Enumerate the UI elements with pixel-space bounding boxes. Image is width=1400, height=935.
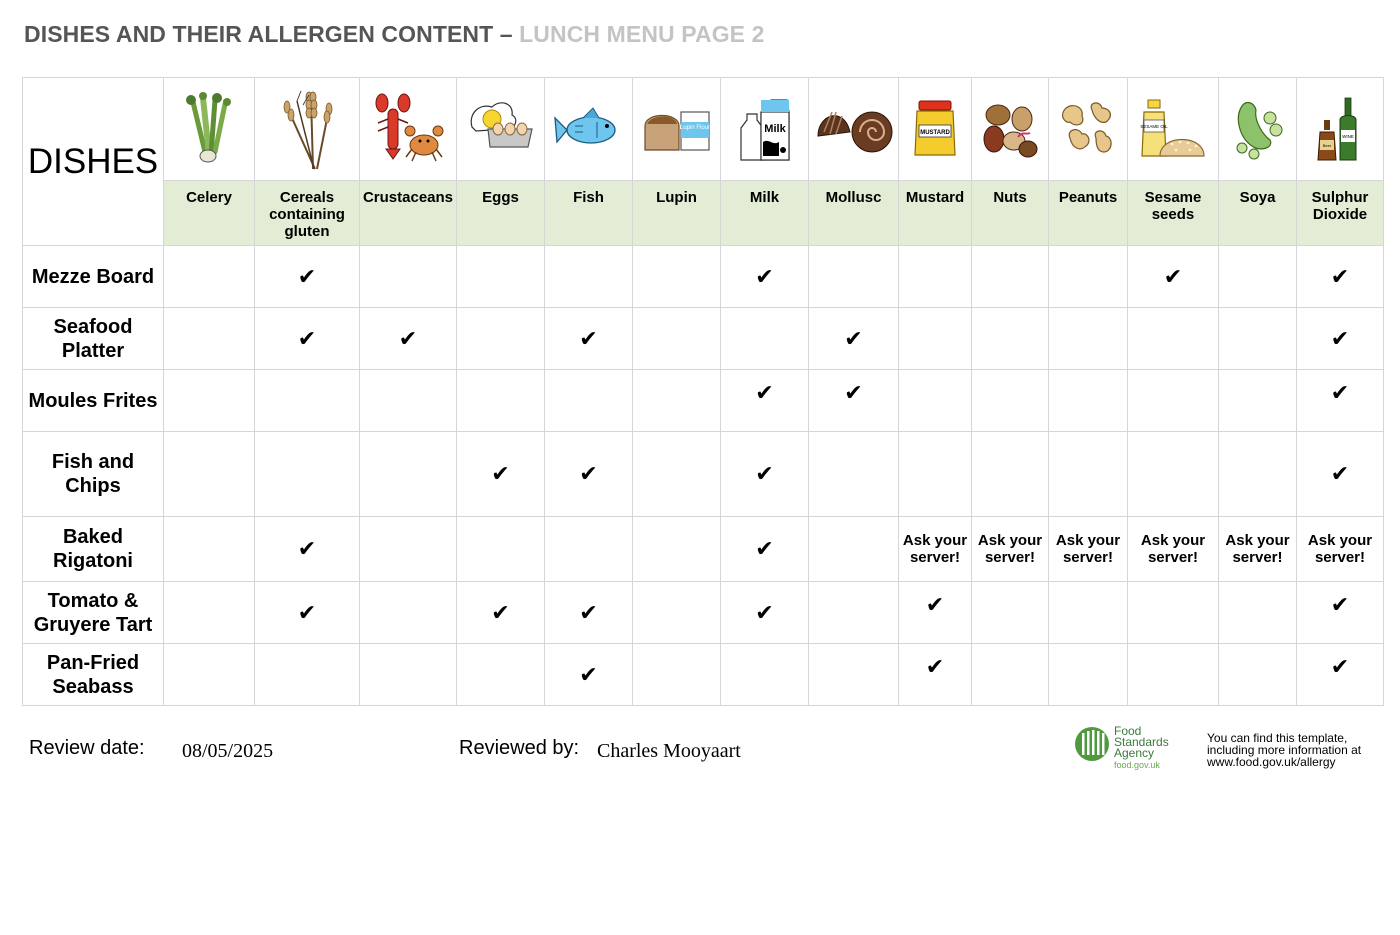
allergen-check-milk: ✔	[721, 517, 809, 582]
allergen-check-milk: ✔	[721, 582, 809, 644]
allergen-name-row	[23, 181, 1384, 246]
allergen-cell-peanuts	[1049, 432, 1128, 517]
allergen-cell-lupin	[633, 517, 721, 582]
allergen-cell-soya	[1219, 246, 1297, 308]
allergen-check-eggs: ✔	[457, 432, 545, 517]
allergen-cell-eggs	[457, 308, 545, 370]
table-row	[23, 582, 1384, 644]
allergen-name-eggs: Eggs	[457, 181, 545, 246]
allergen-check-sesame: ✔	[1128, 246, 1219, 308]
allergen-cell-soya	[1219, 370, 1297, 432]
allergen-cell-mustard	[899, 432, 972, 517]
allergen-name-mustard: Mustard	[899, 181, 972, 246]
nuts-icon	[972, 78, 1049, 181]
ask-server-note-soya: Ask your server!	[1219, 517, 1297, 582]
milk-icon	[721, 78, 809, 181]
allergen-cell-nuts	[972, 370, 1049, 432]
fsa-name-line2: Standards	[1114, 735, 1169, 749]
lupin-box-label: Lupin Flour	[679, 125, 710, 131]
reviewed-by-label: Reviewed by:	[459, 737, 580, 759]
sesame-icon	[1128, 78, 1219, 181]
table-row	[23, 432, 1384, 517]
allergen-cell-fish	[545, 246, 633, 308]
ask-server-note-nuts: Ask your server!	[972, 517, 1049, 582]
allergen-cell-nuts	[972, 432, 1049, 517]
allergen-cell-sesame	[1128, 432, 1219, 517]
allergen-name-milk: Milk	[721, 181, 809, 246]
allergen-name-lupin: Lupin	[633, 181, 721, 246]
dish-name: Fish and Chips	[23, 432, 164, 517]
allergen-cell-celery	[164, 308, 255, 370]
ask-server-note-sulphur-dioxide: Ask your server!	[1297, 517, 1384, 582]
allergen-check-sulphur-dioxide: ✔	[1297, 582, 1384, 644]
allergen-cell-mollusc	[809, 246, 899, 308]
celery-icon	[164, 78, 255, 181]
allergen-check-cereals: ✔	[255, 517, 360, 582]
mustard-icon	[899, 78, 972, 181]
allergen-name-fish: Fish	[545, 181, 633, 246]
allergen-cell-nuts	[972, 308, 1049, 370]
lupin-icon	[633, 78, 721, 181]
sulphur-dioxide-icon	[1297, 78, 1384, 181]
allergen-cell-cereals	[255, 370, 360, 432]
mollusc-icon	[809, 78, 899, 181]
allergen-check-crustaceans: ✔	[360, 308, 457, 370]
allergen-check-sulphur-dioxide: ✔	[1297, 432, 1384, 517]
allergen-check-sulphur-dioxide: ✔	[1297, 246, 1384, 308]
allergen-cell-celery	[164, 432, 255, 517]
allergen-name-crustaceans: Crustaceans	[360, 181, 457, 246]
dish-name: Seafood Platter	[23, 308, 164, 370]
allergen-name-cereals: Cereals containing gluten	[255, 181, 360, 246]
allergen-check-fish: ✔	[545, 582, 633, 644]
allergen-cell-sesame	[1128, 370, 1219, 432]
ask-server-note-sesame: Ask your server!	[1128, 517, 1219, 582]
allergen-cell-peanuts	[1049, 370, 1128, 432]
dish-name: Mezze Board	[23, 246, 164, 308]
fsa-name-line1: Food	[1114, 724, 1142, 738]
allergen-cell-mustard	[899, 370, 972, 432]
allergen-cell-celery	[164, 582, 255, 644]
allergen-cell-celery	[164, 644, 255, 706]
allergen-cell-milk	[721, 644, 809, 706]
allergen-cell-celery	[164, 370, 255, 432]
fsa-wordmark	[1114, 726, 1169, 771]
allergen-check-fish: ✔	[545, 432, 633, 517]
allergen-cell-eggs	[457, 246, 545, 308]
allergen-check-eggs: ✔	[457, 582, 545, 644]
dish-name: Moules Frites	[23, 370, 164, 432]
allergen-cell-eggs	[457, 644, 545, 706]
dish-rows	[23, 246, 1384, 706]
allergen-name-mollusc: Mollusc	[809, 181, 899, 246]
allergen-cell-sesame	[1128, 582, 1219, 644]
eggs-icon	[457, 78, 545, 181]
allergen-check-fish: ✔	[545, 308, 633, 370]
allergen-table	[22, 77, 1384, 706]
allergen-cell-peanuts	[1049, 308, 1128, 370]
soya-icon	[1219, 78, 1297, 181]
allergen-name-sesame: Sesame seeds	[1128, 181, 1219, 246]
allergen-name-celery: Celery	[164, 181, 255, 246]
allergen-cell-celery	[164, 517, 255, 582]
table-row	[23, 308, 1384, 370]
allergen-cell-eggs	[457, 370, 545, 432]
fish-icon	[545, 78, 633, 181]
allergen-cell-cereals	[255, 644, 360, 706]
title-subtitle: LUNCH MENU PAGE 2	[519, 21, 765, 47]
allergen-cell-fish	[545, 517, 633, 582]
allergen-cell-soya	[1219, 308, 1297, 370]
allergen-cell-cereals	[255, 432, 360, 517]
fsa-url: food.gov.uk	[1114, 760, 1160, 770]
allergen-check-milk: ✔	[721, 370, 809, 432]
allergen-cell-mustard	[899, 246, 972, 308]
allergen-cell-peanuts	[1049, 644, 1128, 706]
allergen-cell-lupin	[633, 582, 721, 644]
dishes-heading: DISHES	[23, 78, 164, 246]
beer-bottle-label: Beer	[1322, 143, 1332, 148]
allergen-check-fish: ✔	[545, 644, 633, 706]
allergen-cell-crustaceans	[360, 517, 457, 582]
fsa-name-line3: Agency	[1114, 746, 1155, 760]
table-row	[23, 370, 1384, 432]
allergen-cell-crustaceans	[360, 370, 457, 432]
allergen-cell-mollusc	[809, 517, 899, 582]
allergen-cell-soya	[1219, 582, 1297, 644]
allergen-cell-fish	[545, 370, 633, 432]
allergen-cell-nuts	[972, 582, 1049, 644]
allergen-cell-mollusc	[809, 432, 899, 517]
mustard-jar-label: MUSTARD	[920, 130, 950, 136]
peanuts-icon	[1049, 78, 1128, 181]
template-note: You can find this template, including more information at www.food.gov.uk/allergy	[1207, 731, 1362, 769]
allergen-cell-milk	[721, 308, 809, 370]
allergen-check-mollusc: ✔	[809, 308, 899, 370]
allergen-cell-peanuts	[1049, 582, 1128, 644]
allergen-check-cereals: ✔	[255, 308, 360, 370]
review-date-label: Review date:	[29, 737, 145, 759]
table-row	[23, 246, 1384, 308]
allergen-cell-nuts	[972, 644, 1049, 706]
ask-server-note-peanuts: Ask your server!	[1049, 517, 1128, 582]
cereals-icon	[255, 78, 360, 181]
allergen-cell-crustaceans	[360, 644, 457, 706]
dish-name: Tomato & Gruyere Tart	[23, 582, 164, 644]
allergen-name-nuts: Nuts	[972, 181, 1049, 246]
allergen-check-mustard: ✔	[899, 582, 972, 644]
allergen-cell-nuts	[972, 246, 1049, 308]
allergen-check-cereals: ✔	[255, 582, 360, 644]
crustaceans-icon	[360, 78, 457, 181]
allergen-cell-lupin	[633, 370, 721, 432]
allergen-cell-peanuts	[1049, 246, 1128, 308]
allergen-check-sulphur-dioxide: ✔	[1297, 370, 1384, 432]
allergen-check-milk: ✔	[721, 432, 809, 517]
page-title	[24, 21, 765, 48]
allergen-name-peanuts: Peanuts	[1049, 181, 1128, 246]
allergen-check-cereals: ✔	[255, 246, 360, 308]
allergen-name-soya: Soya	[1219, 181, 1297, 246]
allergen-name-sulphur-dioxide: Sulphur Dioxide	[1297, 181, 1384, 246]
table-row	[23, 644, 1384, 706]
table-row	[23, 517, 1384, 582]
allergen-cell-mustard	[899, 308, 972, 370]
reviewed-by-value: Charles Mooyaart	[597, 740, 741, 762]
allergen-check-mollusc: ✔	[809, 370, 899, 432]
allergen-cell-lupin	[633, 432, 721, 517]
allergen-check-sulphur-dioxide: ✔	[1297, 644, 1384, 706]
ask-server-note-mustard: Ask your server!	[899, 517, 972, 582]
allergen-cell-lupin	[633, 308, 721, 370]
allergen-cell-crustaceans	[360, 246, 457, 308]
icon-row	[23, 78, 1384, 181]
title-main: DISHES AND THEIR ALLERGEN CONTENT –	[24, 21, 513, 47]
allergen-cell-soya	[1219, 432, 1297, 517]
wine-bottle-label: WINE	[1342, 134, 1354, 139]
allergen-cell-soya	[1219, 644, 1297, 706]
allergen-cell-lupin	[633, 246, 721, 308]
allergen-cell-eggs	[457, 517, 545, 582]
allergen-check-milk: ✔	[721, 246, 809, 308]
allergen-cell-mollusc	[809, 582, 899, 644]
allergen-cell-sesame	[1128, 308, 1219, 370]
dish-name: Baked Rigatoni	[23, 517, 164, 582]
allergen-check-sulphur-dioxide: ✔	[1297, 308, 1384, 370]
sesame-bottle-label: SESAME OIL	[1140, 124, 1168, 129]
milk-carton-label: Milk	[763, 123, 786, 135]
allergen-check-mustard: ✔	[899, 644, 972, 706]
review-date-value: 08/05/2025	[182, 740, 274, 762]
allergen-cell-mollusc	[809, 644, 899, 706]
allergen-cell-celery	[164, 246, 255, 308]
allergen-cell-lupin	[633, 644, 721, 706]
dish-name: Pan-Fried Seabass	[23, 644, 164, 706]
allergen-cell-crustaceans	[360, 582, 457, 644]
allergen-cell-crustaceans	[360, 432, 457, 517]
allergen-cell-sesame	[1128, 644, 1219, 706]
